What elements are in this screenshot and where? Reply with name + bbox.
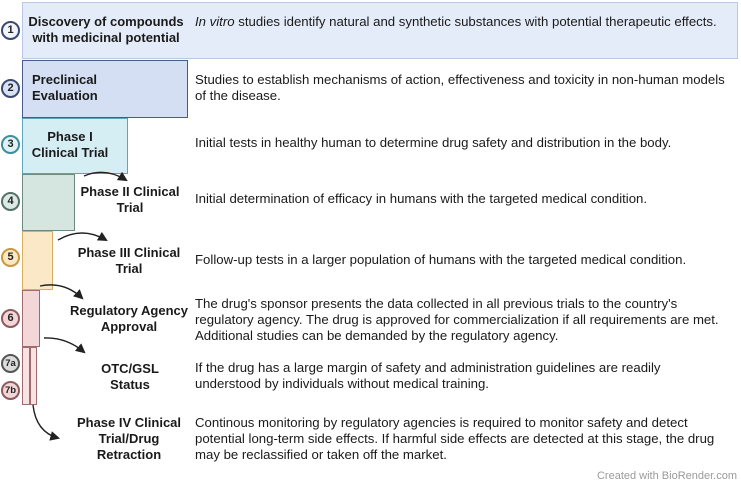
arrow-to-phase-3 bbox=[58, 233, 106, 240]
step-number-1: 1 bbox=[1, 21, 20, 40]
arrow-to-phase-4 bbox=[33, 405, 58, 438]
step-7a-description: If the drug has a large margin of safety and administration guidelines are readily understood by individuals without medical training. bbox=[195, 360, 661, 391]
step-2-title: Preclinical Evaluation bbox=[32, 72, 98, 103]
step-number-4: 4 bbox=[1, 192, 20, 211]
step-number-5: 5 bbox=[1, 248, 20, 267]
step-2-description: Studies to establish mechanisms of action, effectiveness and toxicity in non-human models of the disease. bbox=[195, 72, 725, 103]
step-3-title: Phase I Clinical Trial bbox=[31, 129, 109, 160]
step-4-description: Initial determination of efficacy in humans with the targeted medical condition. bbox=[195, 191, 648, 206]
step-number-2: 2 bbox=[1, 79, 20, 98]
step-5-title: Phase III Clinical Trial bbox=[77, 245, 181, 276]
step-number-6: 6 bbox=[1, 309, 20, 328]
step-6-description: The drug's sponsor presents the data collected in all previous trials to the country's regulatory agency. The drug is approved for commercialization if all requirements are met. Additional studies can be demanded by the regulatory agency. bbox=[195, 296, 719, 343]
step-number-7b: 7b bbox=[1, 381, 20, 400]
step-number-3: 3 bbox=[1, 135, 20, 154]
arrow-to-otc bbox=[44, 338, 84, 352]
step-5-description: Follow-up tests in a larger population of humans with the targeted medical condition. bbox=[195, 252, 687, 267]
arrow-to-approval bbox=[40, 285, 82, 298]
step-7a-title: OTC/GSL Status bbox=[101, 361, 159, 392]
step-7b-title: Phase IV Clinical Trial/Drug Retraction bbox=[76, 415, 182, 462]
step-3-description: Initial tests in healthy human to determine drug safety and distribution in the body. bbox=[195, 135, 672, 150]
step-number-7a: 7a bbox=[1, 354, 20, 373]
step-1-title: Discovery of compounds with medicinal potential bbox=[28, 14, 184, 45]
step-1-description: In vitro studies identify natural and synthetic substances with potential therapeutic effects. bbox=[195, 14, 717, 29]
step-4-title: Phase II Clinical Trial bbox=[80, 184, 180, 215]
biorender-credit: Created with BioRender.com bbox=[596, 470, 737, 482]
arrow-to-phase-2 bbox=[84, 172, 126, 180]
step-7b-description: Continous monitoring by regulatory agencies is required to monitor safety and detect potential long-term side effects. If harmful side effects are detected at this stage, the drug may be reclassified or taken off the market. bbox=[195, 415, 715, 462]
step-6-title: Regulatory Agency Approval bbox=[70, 303, 188, 334]
